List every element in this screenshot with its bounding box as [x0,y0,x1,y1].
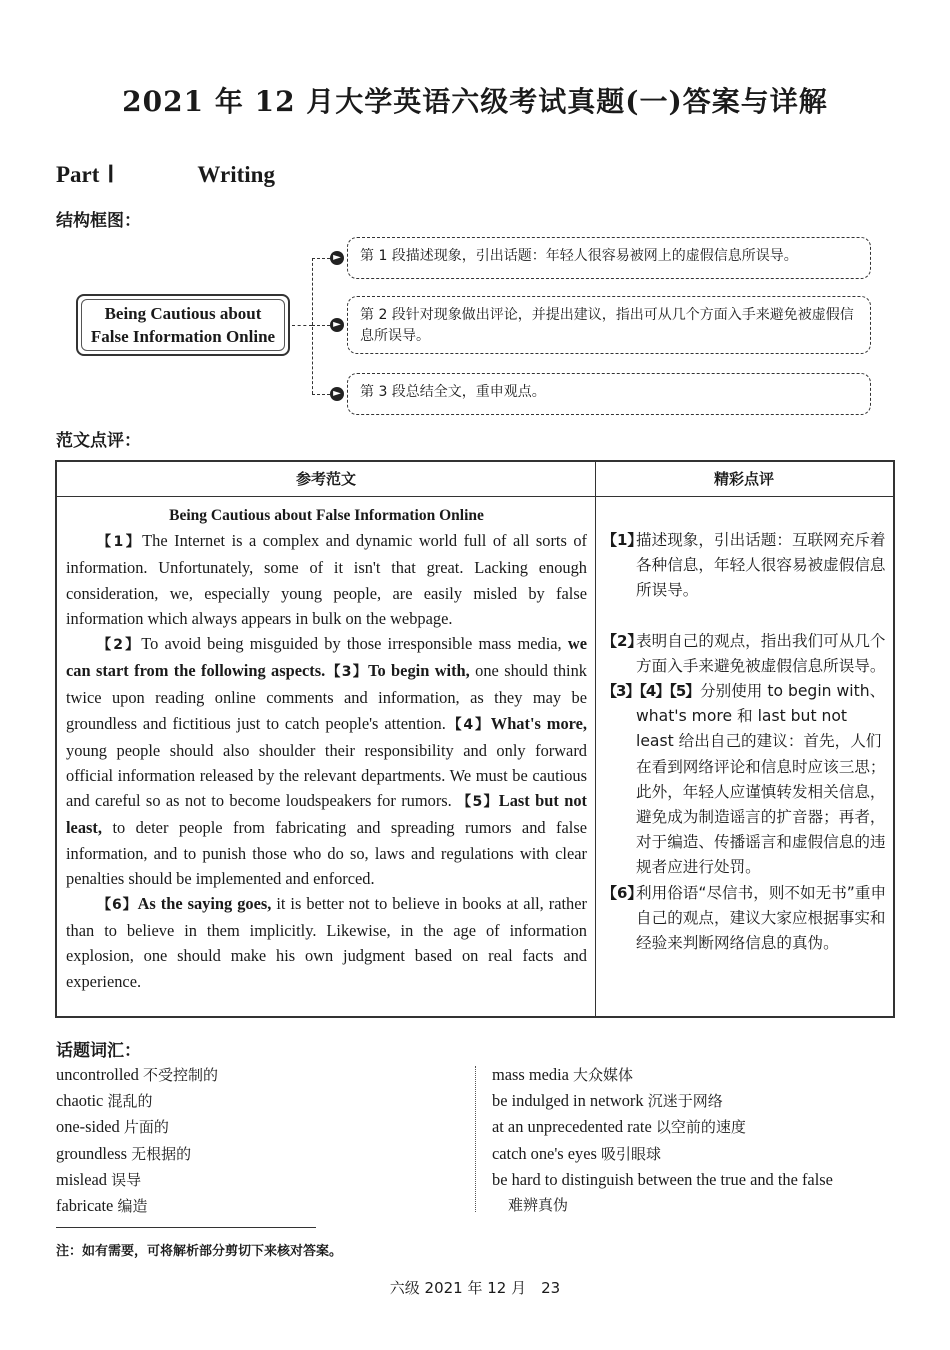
essay-text [66,503,587,994]
comment-column-header: 精彩点评 [713,470,774,488]
essay-paragraph-1 [66,528,587,631]
vocab-divider [475,1066,476,1212]
review-heading: 范文点评： [56,431,141,451]
marker-1: 【1】 [97,534,143,551]
vocab-item [492,1141,902,1167]
part-numeral: Ⅰ [107,162,115,187]
branch-line-3 [312,394,330,395]
para2-bold-d: Last but not least, [66,791,587,838]
part-section: Writing [197,162,275,187]
comment-item [602,679,889,881]
vocab-en: chaotic [56,1091,104,1111]
comment-item [602,629,889,679]
comment-body: 利用俗语“尽信书，则不如无书”重申自己的观点，建议大家应根据事实和经验来判断网络信息的真伪。 [636,883,887,953]
vocab-zh: 以空前的速度 [655,1118,746,1137]
vocab-item [56,1141,218,1167]
column-divider [595,462,596,1016]
arrow-right-icon: ► [330,387,344,401]
vocab-item [56,1088,218,1114]
vocab-zh: 混乱的 [107,1092,153,1111]
part-heading [56,162,275,188]
essay-column-header: 参考范文 [295,470,356,488]
vocab-zh: 吸引眼球 [601,1144,662,1163]
para2-text-c: young people should also shoulder their responsibility and only forward official information released by the relevant departments. We must be cautious and careful so as not to become loudspeakers for rumors. [66,740,587,811]
comment-item [602,881,889,957]
comment-item [602,528,889,604]
essay-title: Being Cautious about False Information Online [169,507,484,524]
page-title: 2021 年 12 月大学英语六级考试真题(一)答案与详解 [122,85,828,118]
connector-line [292,325,312,326]
vocab-en: at an unprecedented rate [492,1117,652,1137]
topic-line-1: Being Cautious about [104,304,262,323]
branch-line-2 [312,325,330,326]
topic-box [76,294,290,356]
vocab-item [56,1062,218,1088]
footnote-rule [56,1227,316,1228]
vocab-heading: 话题词汇： [56,1041,141,1061]
branch-box-3: 第 3 段总结全文，重申观点。 [347,373,871,415]
comment-number: 【3】【4】【5】 [602,682,700,701]
para2-text-a: To avoid being misguided by those irresponsible mass media, [141,634,562,654]
vocab-en: mislead [56,1169,107,1189]
comment-body: 描述现象，引出话题：互联网充斥着各种信息，年轻人很容易被虚假信息所误导。 [636,531,886,600]
vocab-item [56,1167,218,1193]
para2-text-b: one should think twice upon reading online comments and information, as they may be groundless and fictitious just to catch people's attention. [66,661,587,733]
vocab-zh: 不受控制的 [142,1066,218,1084]
vocab-en: catch one's eyes [492,1143,597,1163]
para2-text-d: to deter people from fabricating and spreading rumors and false information, and to punish those who do so, laws and regulations with clear penalties should be implemented and enforced. [66,818,587,888]
framework-heading: 结构框图： [56,211,141,231]
para3-bold: As the saying goes, [137,894,272,914]
vocab-en: be hard to distinguish between the true and the false [492,1169,833,1189]
vocab-item [492,1114,902,1140]
comment-body: 分别使用 to begin with、what's more 和 last but not least 给出自己的建议：首先，人们在看到网络评论和信息时应该三思；此外，年轻人应谨慎转发相关信息，避免成为制造谣言的扩音器；再者，对于编造、传播谣言和虚假信息的违规者应进行处罚。 [636,682,886,877]
branch-line-1 [312,258,330,259]
vocab-zh: 编造 [117,1197,148,1216]
vocab-en: uncontrolled [56,1065,139,1084]
vocab-item [56,1193,218,1219]
marker-6: 【6】 [97,897,138,914]
vocab-list-right [492,1062,902,1218]
marker-4: 【4】 [445,716,491,733]
para2-bold-b: To begin with, [368,661,470,681]
vocab-zh: 无根据的 [131,1144,192,1163]
vocab-zh: 片面的 [123,1118,169,1137]
page-footer: 六级 2021 年 12 月 23 [389,1279,561,1297]
vocab-en: mass media [492,1065,569,1084]
para1-text: The Internet is a complex and dynamic world full of all sorts of information. Unfortunately, some of it isn't that great. Lacking enough consideration, we, especially young people, are easily misled by false information which always appears in bulk on the webpage. [66,531,587,628]
para2-bold-c: What's more, [490,713,587,733]
vocab-zh: 难辨真伪 [508,1196,569,1215]
vocab-zh: 沉迷于网络 [647,1092,723,1111]
vocab-en: one-sided [56,1117,120,1137]
comment-body: 表明自己的观点，指出我们可从几个方面入手来避免被虚假信息所误导。 [636,631,886,675]
branch-box-1: 第 1 段描述现象，引出话题：年轻人很容易被网上的虚假信息所误导。 [347,237,871,279]
vocab-item [492,1062,902,1088]
vocab-zh: 误导 [111,1170,142,1189]
essay-paragraph-2 [66,631,587,891]
vocab-item [492,1088,902,1114]
model-essay-table [55,460,895,1018]
comment-number: 【1】 [602,531,643,549]
para2-bold-a: we can start from the following aspects. [66,634,587,681]
marker-3: 【3】 [325,664,369,681]
comment-number: 【2】 [602,631,643,650]
vocab-en: fabricate [56,1196,114,1216]
topic-line-2: False Information Online [90,327,276,346]
connector-trunk [312,258,313,394]
marker-2: 【2】 [97,637,142,654]
vocab-zh: 大众媒体 [573,1066,634,1084]
vocab-item-continued [492,1192,902,1218]
vocab-en: groundless [56,1143,128,1163]
header-rule [57,496,893,497]
vocab-en: be indulged in network [492,1091,644,1111]
arrow-right-icon: ► [330,318,344,332]
marker-5: 【5】 [457,794,499,811]
part-label: Part [56,162,100,187]
comment-number: 【6】 [602,883,643,902]
vocab-list-left [56,1062,218,1219]
vocab-item [492,1167,902,1192]
comment-text [602,528,889,956]
arrow-right-icon: ► [330,251,344,265]
footnote: 注：如有需要，可将解析部分剪切下来核对答案。 [56,1244,343,1259]
para3-text: it is better not to believe in books at all, rather than to believe in them implicitly. Likewise, in the age of information explosion, one should make his own judgment based on real facts and experience. [66,894,587,991]
branch-box-2: 第 2 段针对现象做出评论，并提出建议，指出可从几个方面入手来避免被虚假信息所误导。 [347,296,871,354]
essay-paragraph-3 [66,891,587,994]
vocab-item [56,1114,218,1140]
